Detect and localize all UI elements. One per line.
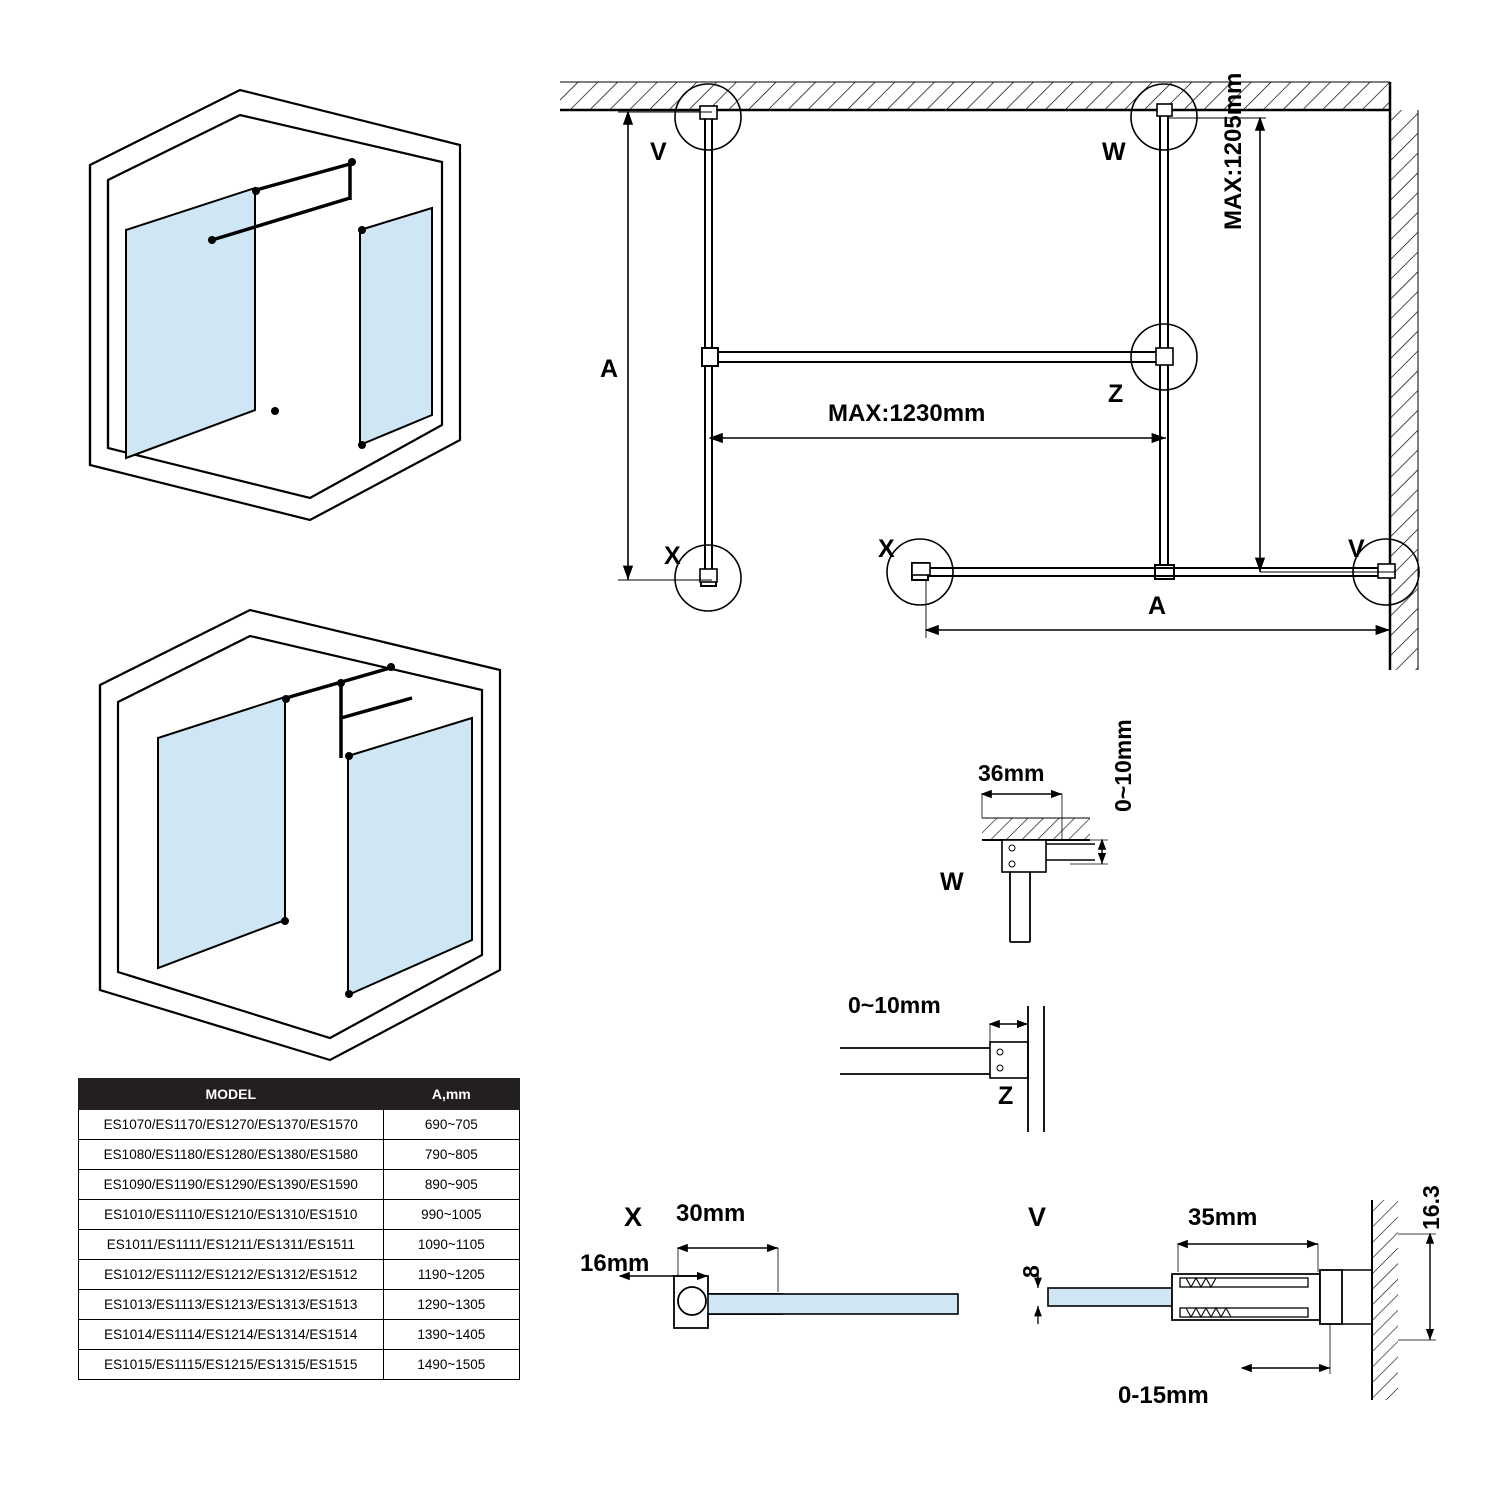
detail-V-dim-profile: 35mm xyxy=(1188,1204,1258,1231)
table-cell-model: ES1010/ES1110/ES1210/ES1310/ES1510 xyxy=(79,1200,384,1230)
detail-X xyxy=(580,1190,1000,1390)
detail-V-dim-adjust: 0-15mm xyxy=(1118,1382,1209,1409)
table-row xyxy=(79,1200,520,1230)
table-cell-model: ES1090/ES1190/ES1290/ES1390/ES1590 xyxy=(79,1170,384,1200)
table-header-model: MODEL xyxy=(79,1079,384,1110)
plan-label-Z: Z xyxy=(1108,380,1124,408)
table-row xyxy=(79,1290,520,1320)
plan-label-V-right: V xyxy=(1348,535,1365,563)
table-cell-a: 1390~1405 xyxy=(383,1320,519,1350)
table-cell-a: 1090~1105 xyxy=(383,1230,519,1260)
plan-view xyxy=(560,60,1450,700)
plan-label-A-left: A xyxy=(600,355,619,383)
table-cell-model: ES1012/ES1112/ES1212/ES1312/ES1512 xyxy=(79,1260,384,1290)
table-cell-model: ES1015/ES1115/ES1215/ES1315/ES1515 xyxy=(79,1350,384,1380)
isometric-view-top xyxy=(60,70,490,550)
table-cell-a: 1290~1305 xyxy=(383,1290,519,1320)
table-cell-model: ES1070/ES1170/ES1270/ES1370/ES1570 xyxy=(79,1110,384,1140)
detail-V-dim-glass: 8 xyxy=(1018,1265,1044,1278)
table-cell-a: 890~905 xyxy=(383,1170,519,1200)
glass-panel-left xyxy=(126,188,255,458)
table-row xyxy=(79,1230,520,1260)
model-table xyxy=(78,1078,520,1380)
plan-dim-max-depth: MAX:1205mm xyxy=(1220,72,1247,230)
detail-V-callout: V xyxy=(1028,1202,1047,1232)
plan-label-X-bottom: X xyxy=(878,535,895,563)
table-cell-a: 690~705 xyxy=(383,1110,519,1140)
table-header-row xyxy=(79,1079,520,1110)
table-cell-model: ES1013/ES1113/ES1213/ES1313/ES1513 xyxy=(79,1290,384,1320)
glass-panel-right-2 xyxy=(348,718,472,995)
table-cell-model: ES1014/ES1114/ES1214/ES1314/ES1514 xyxy=(79,1320,384,1350)
detail-W-dim-width: 36mm xyxy=(978,760,1045,786)
table-row xyxy=(79,1320,520,1350)
detail-W xyxy=(930,719,1290,950)
plan-label-X-left: X xyxy=(664,542,681,570)
table-cell-a: 1490~1505 xyxy=(383,1350,519,1380)
table-header-a: A,mm xyxy=(383,1079,519,1110)
detail-V-dim-thickness: 16.3 xyxy=(1418,1185,1444,1230)
plan-label-V-top: V xyxy=(650,138,667,166)
table-cell-a: 1190~1205 xyxy=(383,1260,519,1290)
detail-W-callout: W xyxy=(940,868,964,896)
glass-panel-left-2 xyxy=(158,697,285,968)
plan-label-W-top: W xyxy=(1102,138,1126,166)
detail-Z-callout: Z xyxy=(998,1082,1014,1110)
isometric-view-bottom xyxy=(60,590,520,1080)
detail-Z-dim-gap: 0~10mm xyxy=(848,992,941,1018)
table-cell-a: 990~1005 xyxy=(383,1200,519,1230)
plan-label-A-bottom: A xyxy=(1148,592,1167,620)
table-row xyxy=(79,1350,520,1380)
plan-dim-max-width: MAX:1230mm xyxy=(828,400,986,427)
detail-W-dim-gap: 0~10mm xyxy=(1110,719,1136,812)
detail-Z xyxy=(830,992,1190,1140)
table-cell-model: ES1011/ES1111/ES1211/ES1311/ES1511 xyxy=(79,1230,384,1260)
detail-X-callout: X xyxy=(624,1202,643,1232)
table-cell-a: 790~805 xyxy=(383,1140,519,1170)
table-row xyxy=(79,1170,520,1200)
table-row xyxy=(79,1140,520,1170)
detail-X-dim-height: 16mm xyxy=(580,1250,650,1277)
table-row xyxy=(79,1260,520,1290)
table-row xyxy=(79,1110,520,1140)
table-cell-model: ES1080/ES1180/ES1280/ES1380/ES1580 xyxy=(79,1140,384,1170)
detail-V xyxy=(1018,1185,1470,1440)
glass-panel-right xyxy=(360,208,432,445)
detail-X-dim-depth: 30mm xyxy=(676,1200,746,1227)
